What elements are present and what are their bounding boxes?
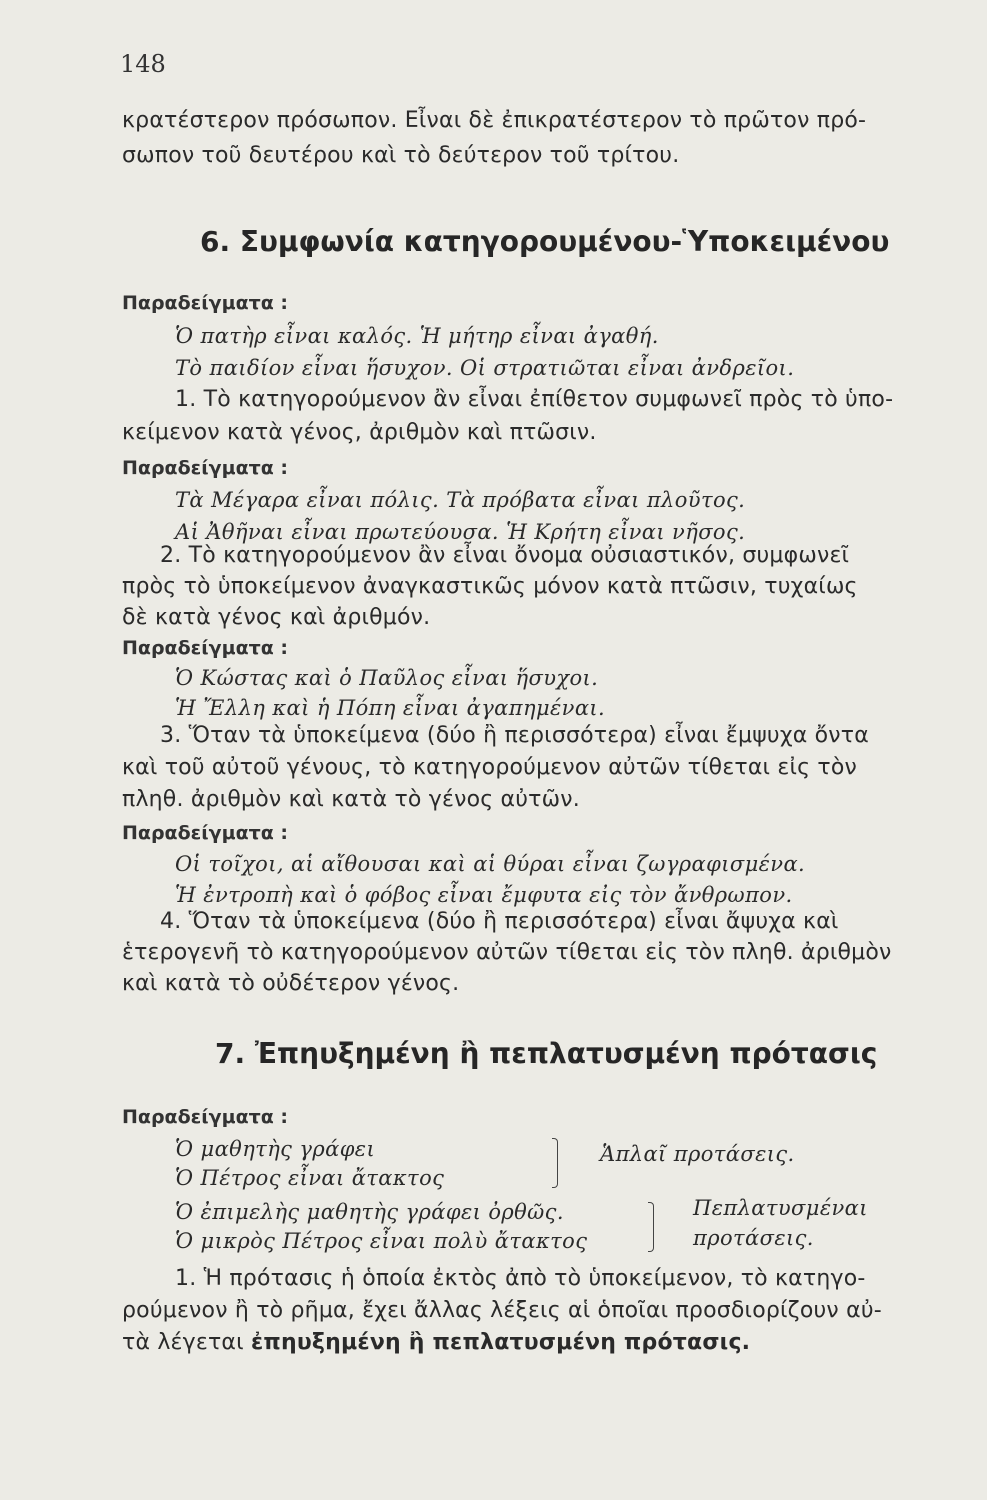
- examples-label: Παραδείγματα :: [122, 1106, 289, 1128]
- rule-line: [122, 1330, 750, 1355]
- examples-label: Παραδείγματα :: [122, 637, 289, 659]
- intro-line: σωπον τοῦ δευτέρου καὶ τὸ δεύτερον τοῦ τρίτου.: [122, 143, 680, 168]
- example-line: Ὁ Πέτρος εἶναι ἄτακτος: [175, 1166, 445, 1190]
- rule-line: καὶ τοῦ αὐτοῦ γένους, τὸ κατηγορούμενον αὐτῶν τίθεται εἰς τὸν: [122, 755, 858, 780]
- intro-line: κρατέστερον πρόσωπον. Εἶναι δὲ ἐπικρατέστερον τὸ πρῶτον πρό-: [122, 108, 867, 133]
- rule-line: 2. Τὸ κατηγορούμενον ἂν εἶναι ὄνομα οὐσιαστικόν, συμφωνεῖ: [160, 543, 850, 568]
- example-line: Ὁ Κώστας καὶ ὁ Παῦλος εἶναι ἥσυχοι.: [175, 666, 599, 690]
- example-line: Ὁ πατὴρ εἶναι καλός. Ἡ μήτηρ εἶναι ἀγαθή.: [175, 324, 659, 348]
- example-line: Ὁ ἐπιμελὴς μαθητὴς γράφει ὀρθῶς.: [175, 1200, 564, 1224]
- section-7-heading: 7. Ἐπηυξημένη ἢ πεπλατυσμένη πρότασις: [215, 1037, 878, 1070]
- rule-line: 4. Ὅταν τὰ ὑποκείμενα (δύο ἢ περισσότερα) εἶναι ἄψυχα καὶ: [160, 909, 839, 934]
- example-line: Τὰ Μέγαρα εἶναι πόλις. Τὰ πρόβατα εἶναι πλοῦτος.: [175, 488, 746, 512]
- example-line: Ὁ μικρὸς Πέτρος εἶναι πολὺ ἄτακτος: [175, 1229, 588, 1253]
- rule-line: 3. Ὅταν τὰ ὑποκείμενα (δύο ἢ περισσότερα) εἶναι ἔμψυχα ὄντα: [160, 723, 869, 748]
- rule-line: πληθ. ἀριθμὸν καὶ κατὰ τὸ γένος αὐτῶν.: [122, 787, 580, 812]
- simple-note: Ἁπλαῖ προτάσεις.: [600, 1142, 795, 1166]
- example-line: Αἱ Ἀθῆναι εἶναι πρωτεύουσα. Ἡ Κρήτη εἶναι νῆσος.: [175, 520, 746, 544]
- example-line: Ἡ ἐντροπὴ καὶ ὁ φόβος εἶναι ἔμφυτα εἰς τὸν ἄνθρωπον.: [175, 883, 793, 907]
- example-line: Ὁ μαθητὴς γράφει: [175, 1137, 376, 1161]
- example-line: Ἡ Ἔλλη καὶ ἡ Πόπη εἶναι ἀγαπημέναι.: [175, 696, 606, 720]
- brace-expanded: [648, 1202, 654, 1252]
- example-line: Οἱ τοῖχοι, αἱ αἴθουσαι καὶ αἱ θύραι εἶναι ζωγραφισμένα.: [175, 852, 806, 876]
- rule-line: πρὸς τὸ ὑποκείμενον ἀναγκαστικῶς μόνον κατὰ πτῶσιν, τυχαίως: [122, 574, 858, 599]
- brace-simple: [552, 1138, 558, 1188]
- rule-line: 1. Ἡ πρότασις ἡ ὁποία ἐκτὸς ἀπὸ τὸ ὑποκείμενον, τὸ κατηγο-: [175, 1266, 866, 1291]
- rule-line-start: τὰ λέγεται: [122, 1330, 244, 1355]
- example-line: Τὸ παιδίον εἶναι ἥσυχον. Οἱ στρατιῶται εἶναι ἀνδρεῖοι.: [175, 356, 795, 380]
- examples-label: Παραδείγματα :: [122, 822, 289, 844]
- section-6-heading: 6. Συμφωνία κατηγορουμένου-Ὑποκειμένου: [200, 225, 890, 258]
- rule-line: ἑτερογενῆ τὸ κατηγορούμενον αὐτῶν τίθεται εἰς τὸν πληθ. ἀριθμὸν: [122, 940, 892, 965]
- examples-label: Παραδείγματα :: [122, 292, 289, 314]
- page-number: 148: [120, 50, 166, 78]
- expanded-note: προτάσεις.: [693, 1226, 814, 1250]
- rule-line: δὲ κατὰ γένος καὶ ἀριθμόν.: [122, 605, 431, 630]
- rule-line: ρούμενον ἢ τὸ ρῆμα, ἔχει ἄλλας λέξεις αἱ ὁποῖαι προσδιορίζουν αὐ-: [122, 1298, 882, 1323]
- rule-line: καὶ κατὰ τὸ οὐδέτερον γένος.: [122, 971, 460, 996]
- examples-label: Παραδείγματα :: [122, 457, 289, 479]
- term-bold: ἐπηυξημένη ἢ πεπλατυσμένη πρότασις.: [250, 1330, 751, 1355]
- expanded-note: Πεπλατυσμέναι: [693, 1196, 868, 1220]
- rule-line: κείμενον κατὰ γένος, ἀριθμὸν καὶ πτῶσιν.: [122, 420, 597, 445]
- rule-line: 1. Τὸ κατηγορούμενον ἂν εἶναι ἐπίθετον συμφωνεῖ πρὸς τὸ ὑπο-: [175, 387, 894, 412]
